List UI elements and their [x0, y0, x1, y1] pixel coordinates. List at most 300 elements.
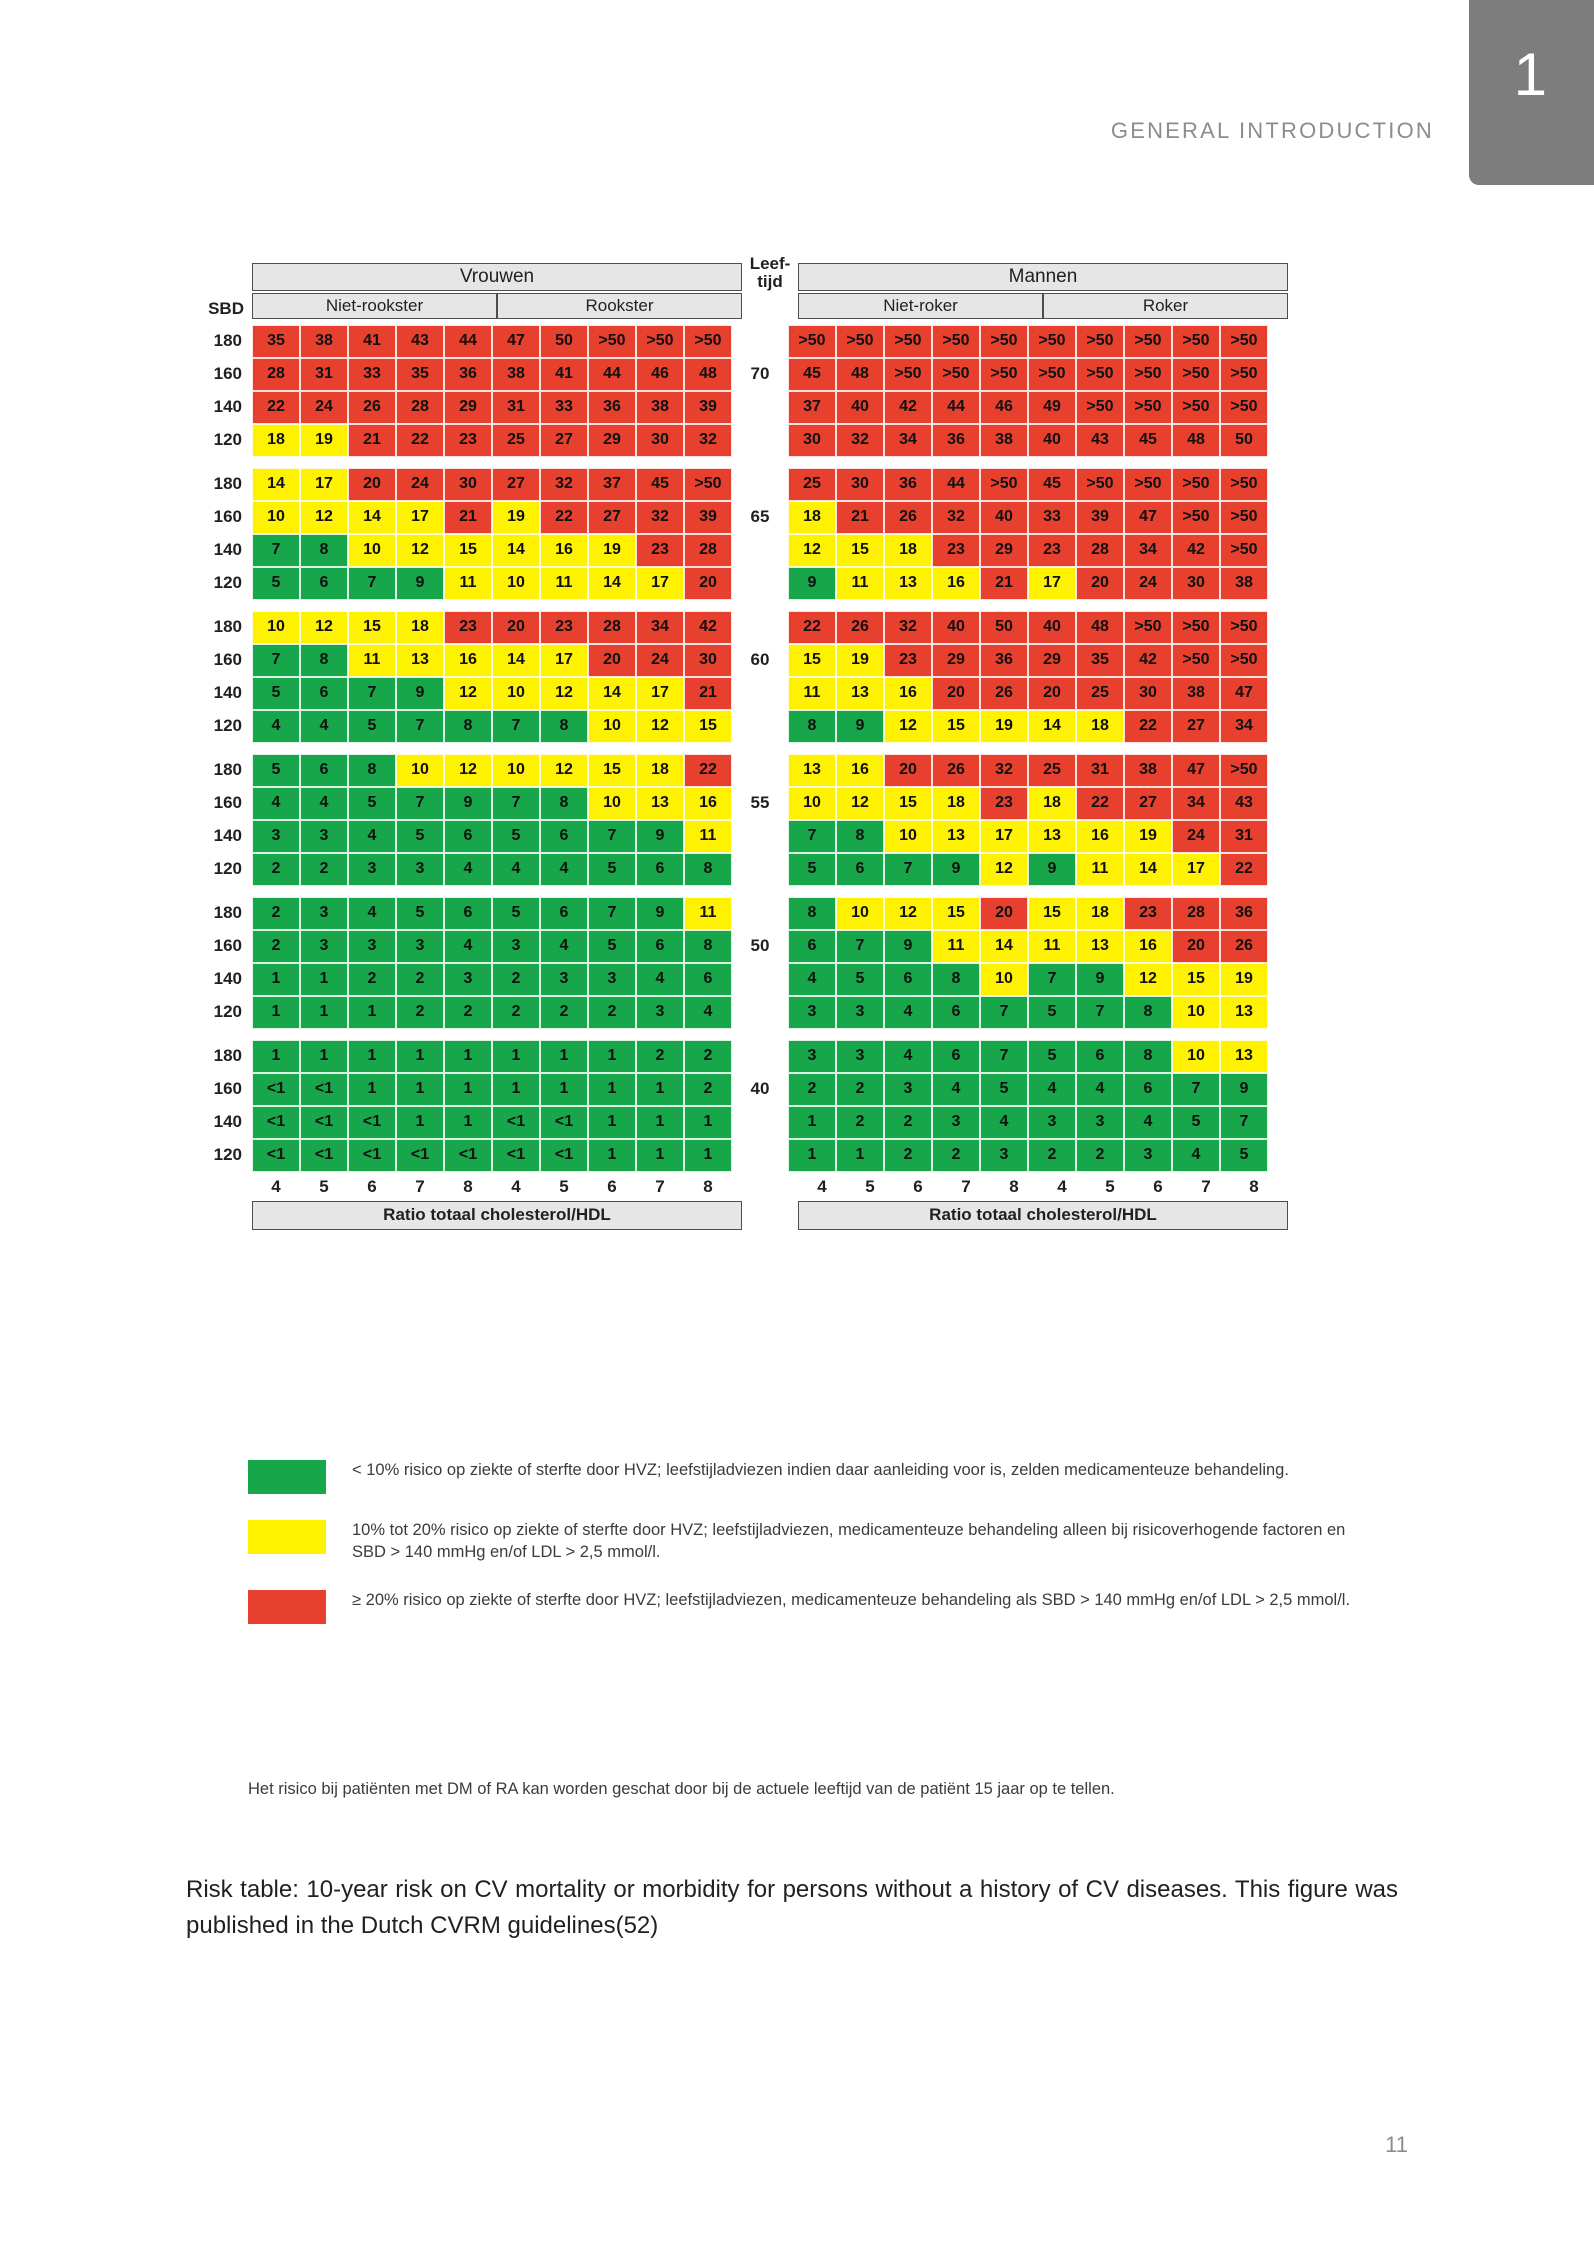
- risk-cell: 33: [540, 391, 588, 424]
- risk-cell-block: [788, 424, 1028, 457]
- sbd-tick: 180: [213, 903, 242, 923]
- risk-cell: 20: [684, 567, 732, 600]
- risk-cell: 6: [932, 996, 980, 1029]
- risk-cell: <1: [540, 1139, 588, 1172]
- risk-cell: 24: [1172, 820, 1220, 853]
- risk-cell: 45: [636, 468, 684, 501]
- risk-cell: 12: [540, 754, 588, 787]
- risk-cell: 40: [1028, 424, 1076, 457]
- risk-cell-block: [788, 325, 1028, 358]
- risk-cell: 12: [540, 677, 588, 710]
- risk-cell-block: [252, 501, 492, 534]
- risk-cell: 25: [1076, 677, 1124, 710]
- ratio-label-men: Ratio totaal cholesterol/HDL: [798, 1201, 1288, 1230]
- risk-cell: 19: [980, 710, 1028, 743]
- risk-cell: 4: [684, 996, 732, 1029]
- sbd-tick: 120: [213, 573, 242, 593]
- sbd-tick: 140: [213, 540, 242, 560]
- age-tick: 65: [750, 507, 770, 527]
- risk-cell: <1: [396, 1139, 444, 1172]
- risk-cell: 3: [788, 1040, 836, 1073]
- risk-cell: 7: [252, 644, 300, 677]
- risk-cell: 15: [788, 644, 836, 677]
- risk-cell: 1: [636, 1073, 684, 1106]
- risk-cell: 40: [980, 501, 1028, 534]
- risk-cell-block: [492, 1139, 732, 1172]
- risk-cell: 7: [396, 710, 444, 743]
- ratio-tick: 8: [1009, 1176, 1019, 1196]
- risk-cell-block: [1028, 1106, 1268, 1139]
- risk-cell: 31: [492, 391, 540, 424]
- risk-cell: 2: [252, 897, 300, 930]
- risk-cell: 1: [444, 1106, 492, 1139]
- risk-cell: 7: [492, 710, 540, 743]
- risk-cell: 3: [300, 897, 348, 930]
- risk-cell-block: [252, 897, 492, 930]
- ratio-ticks-men: [798, 1174, 1288, 1197]
- risk-cell: 25: [1028, 754, 1076, 787]
- subpanel-women-nonsmoker: Niet-rookster: [252, 293, 497, 319]
- risk-cell: 7: [884, 853, 932, 886]
- risk-cell: 11: [684, 897, 732, 930]
- page-number: 11: [1385, 2132, 1408, 2157]
- risk-cell: 35: [396, 358, 444, 391]
- risk-cell: 5: [980, 1073, 1028, 1106]
- risk-cell: 34: [1220, 710, 1268, 743]
- risk-cell: 43: [1076, 424, 1124, 457]
- risk-cell-block: [1028, 963, 1268, 996]
- risk-cell: 18: [932, 787, 980, 820]
- risk-cell: 25: [492, 424, 540, 457]
- ratio-tick: 7: [1201, 1176, 1211, 1196]
- risk-cell: 1: [300, 963, 348, 996]
- risk-cell-block: [1028, 897, 1268, 930]
- risk-cell: >50: [636, 325, 684, 358]
- risk-cell: 15: [932, 897, 980, 930]
- risk-cell: 32: [884, 611, 932, 644]
- risk-cell: 4: [884, 996, 932, 1029]
- legend-color-swatch: [248, 1590, 326, 1624]
- risk-cell: 2: [492, 996, 540, 1029]
- risk-cell: 6: [636, 930, 684, 963]
- risk-cell: 15: [588, 754, 636, 787]
- risk-row: [186, 567, 1396, 600]
- legend: [248, 1460, 1368, 1650]
- risk-cell-block: [788, 820, 1028, 853]
- age-header: [742, 255, 798, 291]
- risk-cell-block: [1028, 787, 1268, 820]
- risk-cell: 5: [396, 897, 444, 930]
- legend-label: < 10% risico op ziekte of sterfte door HVZ; leefstijladviezen indien daar aanleiding voor is, zelden medicamenteuze behandeling.: [352, 1461, 1289, 1479]
- age-group: [186, 1040, 1396, 1172]
- risk-cell: 50: [540, 325, 588, 358]
- risk-cell: 17: [636, 677, 684, 710]
- risk-cell: 14: [588, 677, 636, 710]
- risk-cell: 3: [540, 963, 588, 996]
- risk-cell: 10: [884, 820, 932, 853]
- risk-cell: 2: [836, 1106, 884, 1139]
- risk-cell: >50: [1220, 391, 1268, 424]
- risk-cell: 8: [788, 897, 836, 930]
- risk-cell: 4: [884, 1040, 932, 1073]
- risk-cell: 8: [836, 820, 884, 853]
- age-tick: 40: [750, 1079, 770, 1099]
- risk-cell: 4: [252, 710, 300, 743]
- risk-cell-block: [252, 820, 492, 853]
- risk-grid: [186, 325, 1396, 1172]
- risk-cell: 37: [788, 391, 836, 424]
- risk-cell: >50: [684, 325, 732, 358]
- risk-cell-block: [788, 677, 1028, 710]
- risk-row: [186, 897, 1396, 930]
- risk-cell: 17: [540, 644, 588, 677]
- risk-cell: 47: [1172, 754, 1220, 787]
- risk-cell: 5: [1220, 1139, 1268, 1172]
- risk-cell: 8: [684, 930, 732, 963]
- risk-cell: 2: [884, 1139, 932, 1172]
- risk-cell: 18: [396, 611, 444, 644]
- risk-table-figure: [186, 255, 1396, 1230]
- risk-cell: 7: [588, 820, 636, 853]
- risk-cell: 6: [444, 897, 492, 930]
- risk-cell: 9: [836, 710, 884, 743]
- risk-cell-block: [788, 1139, 1028, 1172]
- risk-cell: >50: [1172, 468, 1220, 501]
- risk-cell-block: [492, 325, 732, 358]
- risk-cell-block: [492, 754, 732, 787]
- risk-cell: 3: [1028, 1106, 1076, 1139]
- risk-cell: 32: [540, 468, 588, 501]
- group-spacer: [186, 600, 1396, 611]
- risk-cell: 40: [836, 391, 884, 424]
- risk-cell: 4: [348, 897, 396, 930]
- risk-cell: 50: [980, 611, 1028, 644]
- risk-cell-block: [788, 567, 1028, 600]
- risk-cell: 5: [252, 754, 300, 787]
- risk-cell: 19: [492, 501, 540, 534]
- risk-cell: 11: [684, 820, 732, 853]
- risk-cell: 3: [836, 1040, 884, 1073]
- risk-cell: >50: [788, 325, 836, 358]
- risk-cell: 2: [836, 1073, 884, 1106]
- risk-cell: >50: [588, 325, 636, 358]
- risk-cell: 27: [540, 424, 588, 457]
- risk-cell: 3: [348, 930, 396, 963]
- risk-cell-block: [788, 611, 1028, 644]
- risk-cell-block: [492, 677, 732, 710]
- risk-cell: 18: [1028, 787, 1076, 820]
- risk-cell: 31: [1220, 820, 1268, 853]
- risk-cell: 10: [348, 534, 396, 567]
- risk-cell: 2: [684, 1073, 732, 1106]
- risk-cell: 30: [1172, 567, 1220, 600]
- sbd-tick: 160: [213, 936, 242, 956]
- ratio-tick: 7: [961, 1176, 971, 1196]
- risk-cell: >50: [1076, 325, 1124, 358]
- risk-row: [186, 1106, 1396, 1139]
- risk-cell: 18: [788, 501, 836, 534]
- risk-cell-block: [788, 534, 1028, 567]
- risk-cell: 4: [300, 710, 348, 743]
- risk-cell: 7: [396, 787, 444, 820]
- risk-cell: 1: [492, 1040, 540, 1073]
- risk-cell: 3: [932, 1106, 980, 1139]
- risk-cell: 38: [492, 358, 540, 391]
- risk-cell-block: [1028, 501, 1268, 534]
- sbd-tick: 120: [213, 859, 242, 879]
- risk-cell: 32: [932, 501, 980, 534]
- ratio-tick: 4: [511, 1176, 521, 1196]
- risk-cell: 5: [492, 897, 540, 930]
- risk-cell: 2: [396, 996, 444, 1029]
- risk-cell: 3: [492, 930, 540, 963]
- risk-cell: >50: [1028, 325, 1076, 358]
- risk-cell: 6: [636, 853, 684, 886]
- panel-title-women: Vrouwen: [252, 263, 742, 291]
- risk-cell: 20: [348, 468, 396, 501]
- risk-cell: 4: [348, 820, 396, 853]
- subpanel-title-row: [186, 293, 1396, 319]
- risk-cell: 23: [636, 534, 684, 567]
- age-group: [186, 468, 1396, 600]
- risk-cell: >50: [932, 358, 980, 391]
- risk-cell: 3: [836, 996, 884, 1029]
- risk-cell: 9: [1076, 963, 1124, 996]
- risk-cell: 29: [980, 534, 1028, 567]
- risk-cell-block: [492, 358, 732, 391]
- risk-cell-block: [788, 501, 1028, 534]
- sbd-tick: 140: [213, 826, 242, 846]
- risk-cell: >50: [1220, 501, 1268, 534]
- risk-cell-block: [252, 325, 492, 358]
- risk-cell: 36: [884, 468, 932, 501]
- risk-cell: <1: [300, 1073, 348, 1106]
- risk-cell-block: [492, 787, 732, 820]
- risk-cell: 17: [300, 468, 348, 501]
- risk-cell: 12: [636, 710, 684, 743]
- risk-cell: 16: [836, 754, 884, 787]
- risk-cell-block: [788, 787, 1028, 820]
- risk-cell: 26: [884, 501, 932, 534]
- risk-cell: 1: [252, 996, 300, 1029]
- risk-cell: 7: [1028, 963, 1076, 996]
- risk-cell-block: [492, 1106, 732, 1139]
- risk-cell: 20: [1172, 930, 1220, 963]
- risk-cell-block: [492, 963, 732, 996]
- risk-cell: 20: [588, 644, 636, 677]
- risk-cell: 42: [1172, 534, 1220, 567]
- risk-cell: 43: [396, 325, 444, 358]
- risk-cell: 5: [396, 820, 444, 853]
- risk-cell: <1: [348, 1106, 396, 1139]
- risk-cell: 24: [636, 644, 684, 677]
- risk-cell: 21: [684, 677, 732, 710]
- risk-cell-block: [252, 930, 492, 963]
- sbd-tick: 140: [213, 969, 242, 989]
- risk-cell: 42: [884, 391, 932, 424]
- risk-cell-block: [252, 1106, 492, 1139]
- risk-cell: 1: [636, 1106, 684, 1139]
- risk-cell: 11: [1076, 853, 1124, 886]
- risk-cell: 28: [588, 611, 636, 644]
- risk-cell: 4: [1124, 1106, 1172, 1139]
- risk-cell: 29: [1028, 644, 1076, 677]
- risk-cell-block: [1028, 644, 1268, 677]
- risk-cell: 3: [300, 820, 348, 853]
- risk-cell: >50: [1076, 391, 1124, 424]
- risk-cell: 8: [348, 754, 396, 787]
- risk-cell-block: [492, 391, 732, 424]
- risk-cell: 3: [444, 963, 492, 996]
- age-tick: 55: [750, 793, 770, 813]
- risk-cell: 5: [788, 853, 836, 886]
- risk-cell: >50: [884, 325, 932, 358]
- risk-cell: 26: [1220, 930, 1268, 963]
- risk-cell: 20: [932, 677, 980, 710]
- risk-cell: 8: [300, 534, 348, 567]
- risk-cell: 6: [1076, 1040, 1124, 1073]
- ratio-tick: 5: [865, 1176, 875, 1196]
- risk-cell-block: [252, 358, 492, 391]
- risk-cell: >50: [1220, 468, 1268, 501]
- risk-cell: 12: [836, 787, 884, 820]
- age-group: [186, 897, 1396, 1029]
- risk-cell-block: [252, 1139, 492, 1172]
- risk-cell: <1: [252, 1106, 300, 1139]
- risk-cell: 20: [492, 611, 540, 644]
- risk-cell: 6: [300, 677, 348, 710]
- risk-cell-block: [492, 1073, 732, 1106]
- risk-cell-block: [1028, 325, 1268, 358]
- risk-cell: 31: [300, 358, 348, 391]
- risk-cell: 7: [1076, 996, 1124, 1029]
- risk-row: [186, 996, 1396, 1029]
- sbd-tick: 180: [213, 331, 242, 351]
- risk-cell: 6: [884, 963, 932, 996]
- risk-cell: 16: [884, 677, 932, 710]
- risk-cell: 9: [396, 567, 444, 600]
- risk-cell: 19: [300, 424, 348, 457]
- risk-cell: 22: [1220, 853, 1268, 886]
- risk-cell: 48: [1172, 424, 1220, 457]
- risk-cell: 1: [252, 1040, 300, 1073]
- risk-cell: 7: [1220, 1106, 1268, 1139]
- risk-cell: 24: [1124, 567, 1172, 600]
- risk-cell-block: [492, 710, 732, 743]
- risk-cell: 13: [932, 820, 980, 853]
- risk-cell: 11: [1028, 930, 1076, 963]
- risk-cell: 23: [932, 534, 980, 567]
- risk-cell-block: [788, 1073, 1028, 1106]
- risk-cell: 19: [588, 534, 636, 567]
- risk-cell-block: [252, 996, 492, 1029]
- subpanel-men-nonsmoker: Niet-roker: [798, 293, 1043, 319]
- risk-cell-block: [252, 468, 492, 501]
- risk-cell: 3: [396, 853, 444, 886]
- risk-cell: 1: [348, 1040, 396, 1073]
- risk-cell: 38: [300, 325, 348, 358]
- risk-cell: 2: [348, 963, 396, 996]
- risk-cell: 2: [588, 996, 636, 1029]
- risk-cell: 12: [1124, 963, 1172, 996]
- risk-cell-block: [1028, 1073, 1268, 1106]
- risk-cell-block: [788, 644, 1028, 677]
- risk-cell: 7: [980, 1040, 1028, 1073]
- chapter-number: 1: [1513, 41, 1548, 108]
- risk-cell: 11: [540, 567, 588, 600]
- risk-cell-block: [788, 1040, 1028, 1073]
- risk-cell: 38: [980, 424, 1028, 457]
- risk-cell: 2: [252, 930, 300, 963]
- risk-cell-block: [492, 611, 732, 644]
- sbd-tick: 160: [213, 793, 242, 813]
- risk-cell: 22: [396, 424, 444, 457]
- risk-cell: 8: [1124, 996, 1172, 1029]
- sbd-tick: 180: [213, 760, 242, 780]
- risk-cell: 48: [684, 358, 732, 391]
- risk-cell: >50: [1172, 644, 1220, 677]
- panel-title-men: Mannen: [798, 263, 1288, 291]
- risk-cell: 3: [252, 820, 300, 853]
- ratio-axis-row: [186, 1174, 1396, 1230]
- risk-cell: >50: [1124, 391, 1172, 424]
- risk-cell-block: [788, 468, 1028, 501]
- risk-cell: 11: [348, 644, 396, 677]
- risk-cell: 1: [588, 1139, 636, 1172]
- risk-cell: <1: [252, 1139, 300, 1172]
- risk-cell: 12: [300, 501, 348, 534]
- risk-cell: 27: [1124, 787, 1172, 820]
- risk-cell: 18: [636, 754, 684, 787]
- risk-cell: 12: [980, 853, 1028, 886]
- sbd-tick: 120: [213, 430, 242, 450]
- risk-cell: 46: [636, 358, 684, 391]
- risk-cell: 6: [444, 820, 492, 853]
- risk-cell: 1: [252, 963, 300, 996]
- risk-cell: 46: [980, 391, 1028, 424]
- risk-cell: 42: [684, 611, 732, 644]
- risk-cell: 5: [836, 963, 884, 996]
- risk-cell-block: [252, 1040, 492, 1073]
- risk-cell: 7: [252, 534, 300, 567]
- risk-cell: 4: [636, 963, 684, 996]
- risk-cell: 24: [300, 391, 348, 424]
- risk-cell: 12: [444, 677, 492, 710]
- risk-cell: 21: [836, 501, 884, 534]
- risk-cell: 34: [1124, 534, 1172, 567]
- risk-cell-block: [1028, 567, 1268, 600]
- risk-cell: 38: [1124, 754, 1172, 787]
- risk-cell: 8: [788, 710, 836, 743]
- risk-cell: 26: [836, 611, 884, 644]
- risk-cell: 30: [836, 468, 884, 501]
- risk-cell: >50: [684, 468, 732, 501]
- sbd-tick: 160: [213, 650, 242, 670]
- risk-cell: 42: [1124, 644, 1172, 677]
- risk-cell: 6: [684, 963, 732, 996]
- risk-cell: 22: [540, 501, 588, 534]
- risk-cell: 29: [588, 424, 636, 457]
- risk-cell: 16: [684, 787, 732, 820]
- risk-cell: 18: [1076, 897, 1124, 930]
- risk-cell: 14: [492, 644, 540, 677]
- risk-cell: 7: [1172, 1073, 1220, 1106]
- risk-cell: 23: [1124, 897, 1172, 930]
- risk-cell: <1: [492, 1139, 540, 1172]
- risk-cell: 6: [1124, 1073, 1172, 1106]
- risk-cell: 6: [788, 930, 836, 963]
- risk-cell: 30: [444, 468, 492, 501]
